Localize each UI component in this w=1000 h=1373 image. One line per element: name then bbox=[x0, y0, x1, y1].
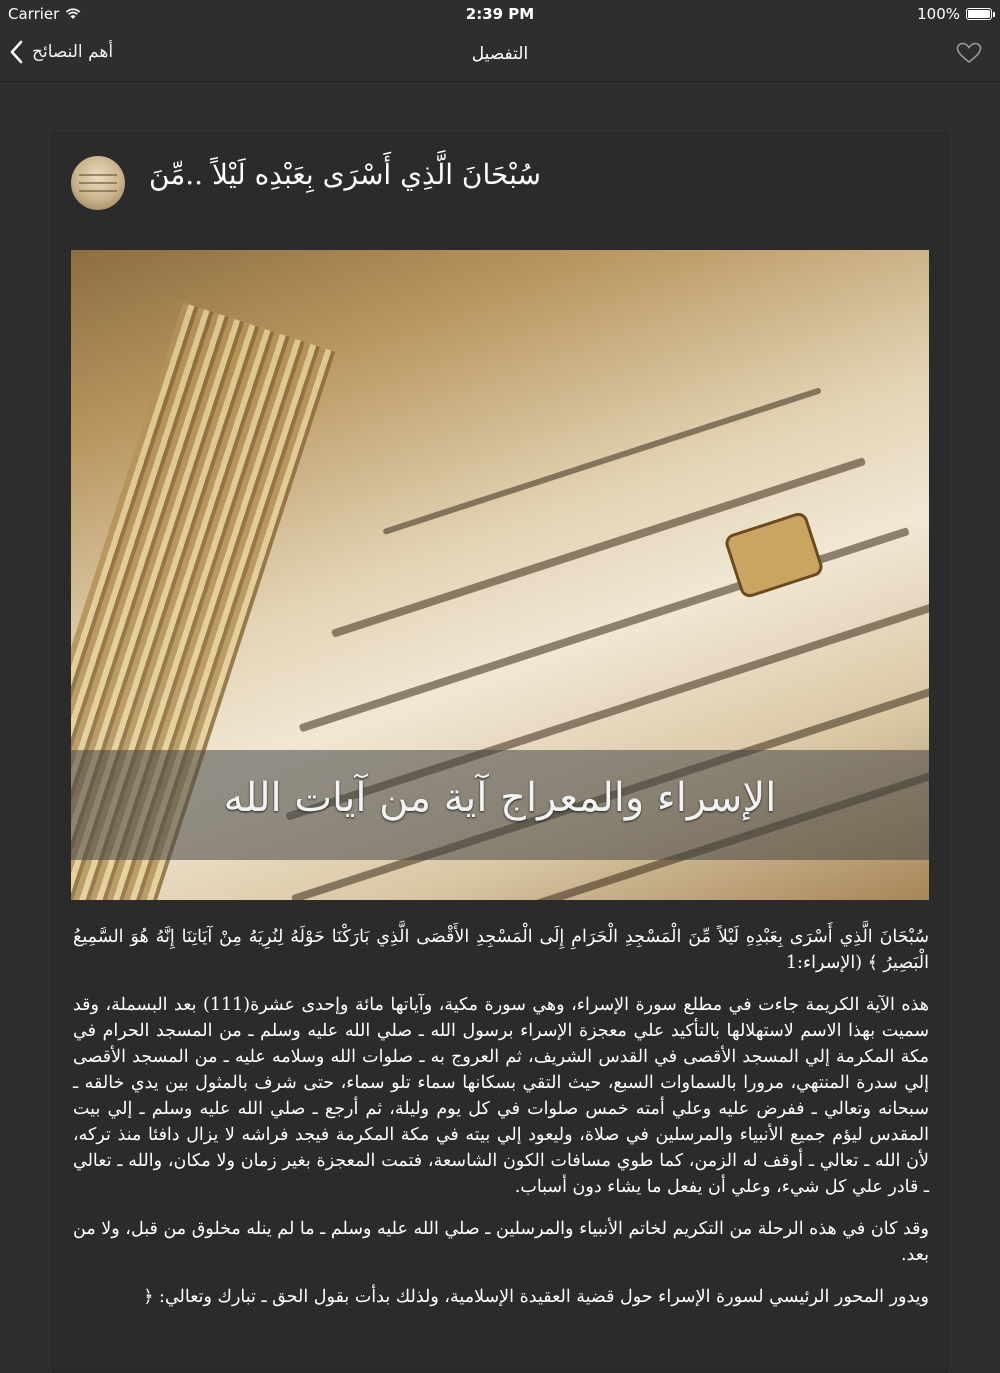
article-title: سُبْحَانَ الَّذِي أَسْرَى بِعَبْدِه لَيْلاً ..مِّنَ bbox=[148, 158, 541, 191]
clock: 2:39 PM bbox=[465, 5, 535, 23]
image-caption: الإسراء والمعراج آية من آيات الله bbox=[223, 775, 777, 821]
article-paragraph: ويدور المحور الرئيسي لسورة الإسراء حول قضية العقيدة الإسلامية، ولذلك بدأت بقول الحق ـ تبارك وتعالي: ﴿ bbox=[143, 1287, 929, 1307]
article-image bbox=[71, 250, 929, 900]
navigation-bar bbox=[0, 28, 1000, 82]
heart-icon bbox=[956, 42, 982, 64]
back-button-label: أهم النصائح bbox=[32, 42, 114, 62]
article-paragraph: سُبْحَانَ الَّذِي أَسْرَى بِعَبْدِهِ لَيْلاً مِّنَ الْمَسْجِدِ الْحَرَامِ إِلَى الْمَسْجِدِ الأَقْصَى الَّذِي بَارَكْنَا حَوْلَهُ لِنُرِيَهُ مِنْ آيَاتِنَا إِنَّهُ هُوَ السَّمِيعُ الْبَصِيرُ ﴾ (الإسراء:1 bbox=[73, 927, 929, 973]
article-paragraph: وقد كان في هذه الرحلة من التكريم لخاتم الأنبياء والمرسلين ـ صلي الله عليه وسلم ـ ما لم ينله مخلوق من قبل، ولا من بعد. bbox=[73, 1219, 929, 1265]
battery-indicator bbox=[917, 5, 992, 23]
avatar bbox=[71, 156, 125, 210]
battery-icon bbox=[966, 8, 992, 20]
article-card bbox=[52, 133, 948, 1373]
status-bar bbox=[0, 0, 1000, 28]
article-paragraph: هذه الآية الكريمة جاءت في مطلع سورة الإسراء، وهي سورة مكية، وآياتها مائة وإحدى عشرة(111) بعد البسملة، وقد سميت بهذا الاسم لاستهلالها بالتأكيد علي معجزة الإسراء برسول الله ـ صلي الله عليه وسلم ـ من المسجد الحرام في مكة المكرمة إلي المسجد الأقصى في القدس الشريف، ثم العروج به ـ صلوات الله وسلامه عليه ـ من المسجد الأقصى إلي سدرة المنتهي، مرورا بالسماوات السبع، حيث التقي بسكانها سماء تلو سماء، حتى شرف بالمثول بين يدي خالقه ـ سبحانه وتعالي ـ ففرض عليه وعلي أمته خمس صلوات في كل يوم وليلة، ثم أرجع ـ صلي الله عليه وسلم ـ إلي بيت المقدس ليؤم جميع الأنبياء والمرسلين في صلاة، وليعود إلي بيته في مكة المكرمة فيجد فراشه لا يزال دافئا منذ تركه، لأن الله ـ تعالي ـ أوقف له الزمن، كما طوي مسافات الكون الشاسعة، فتمت المعجزة بغير زمان ولا مكان، والله ـ تعالي ـ قادر علي كل شيء، وعلي أن يفعل ما يشاء دون أسباب. bbox=[73, 995, 929, 1197]
carrier-label: Carrier bbox=[8, 5, 60, 23]
article-body bbox=[73, 924, 929, 1326]
card-header bbox=[71, 154, 931, 214]
favorite-button[interactable] bbox=[956, 42, 982, 68]
page-title: التفصيل bbox=[471, 44, 529, 64]
battery-percent: 100% bbox=[917, 5, 960, 23]
